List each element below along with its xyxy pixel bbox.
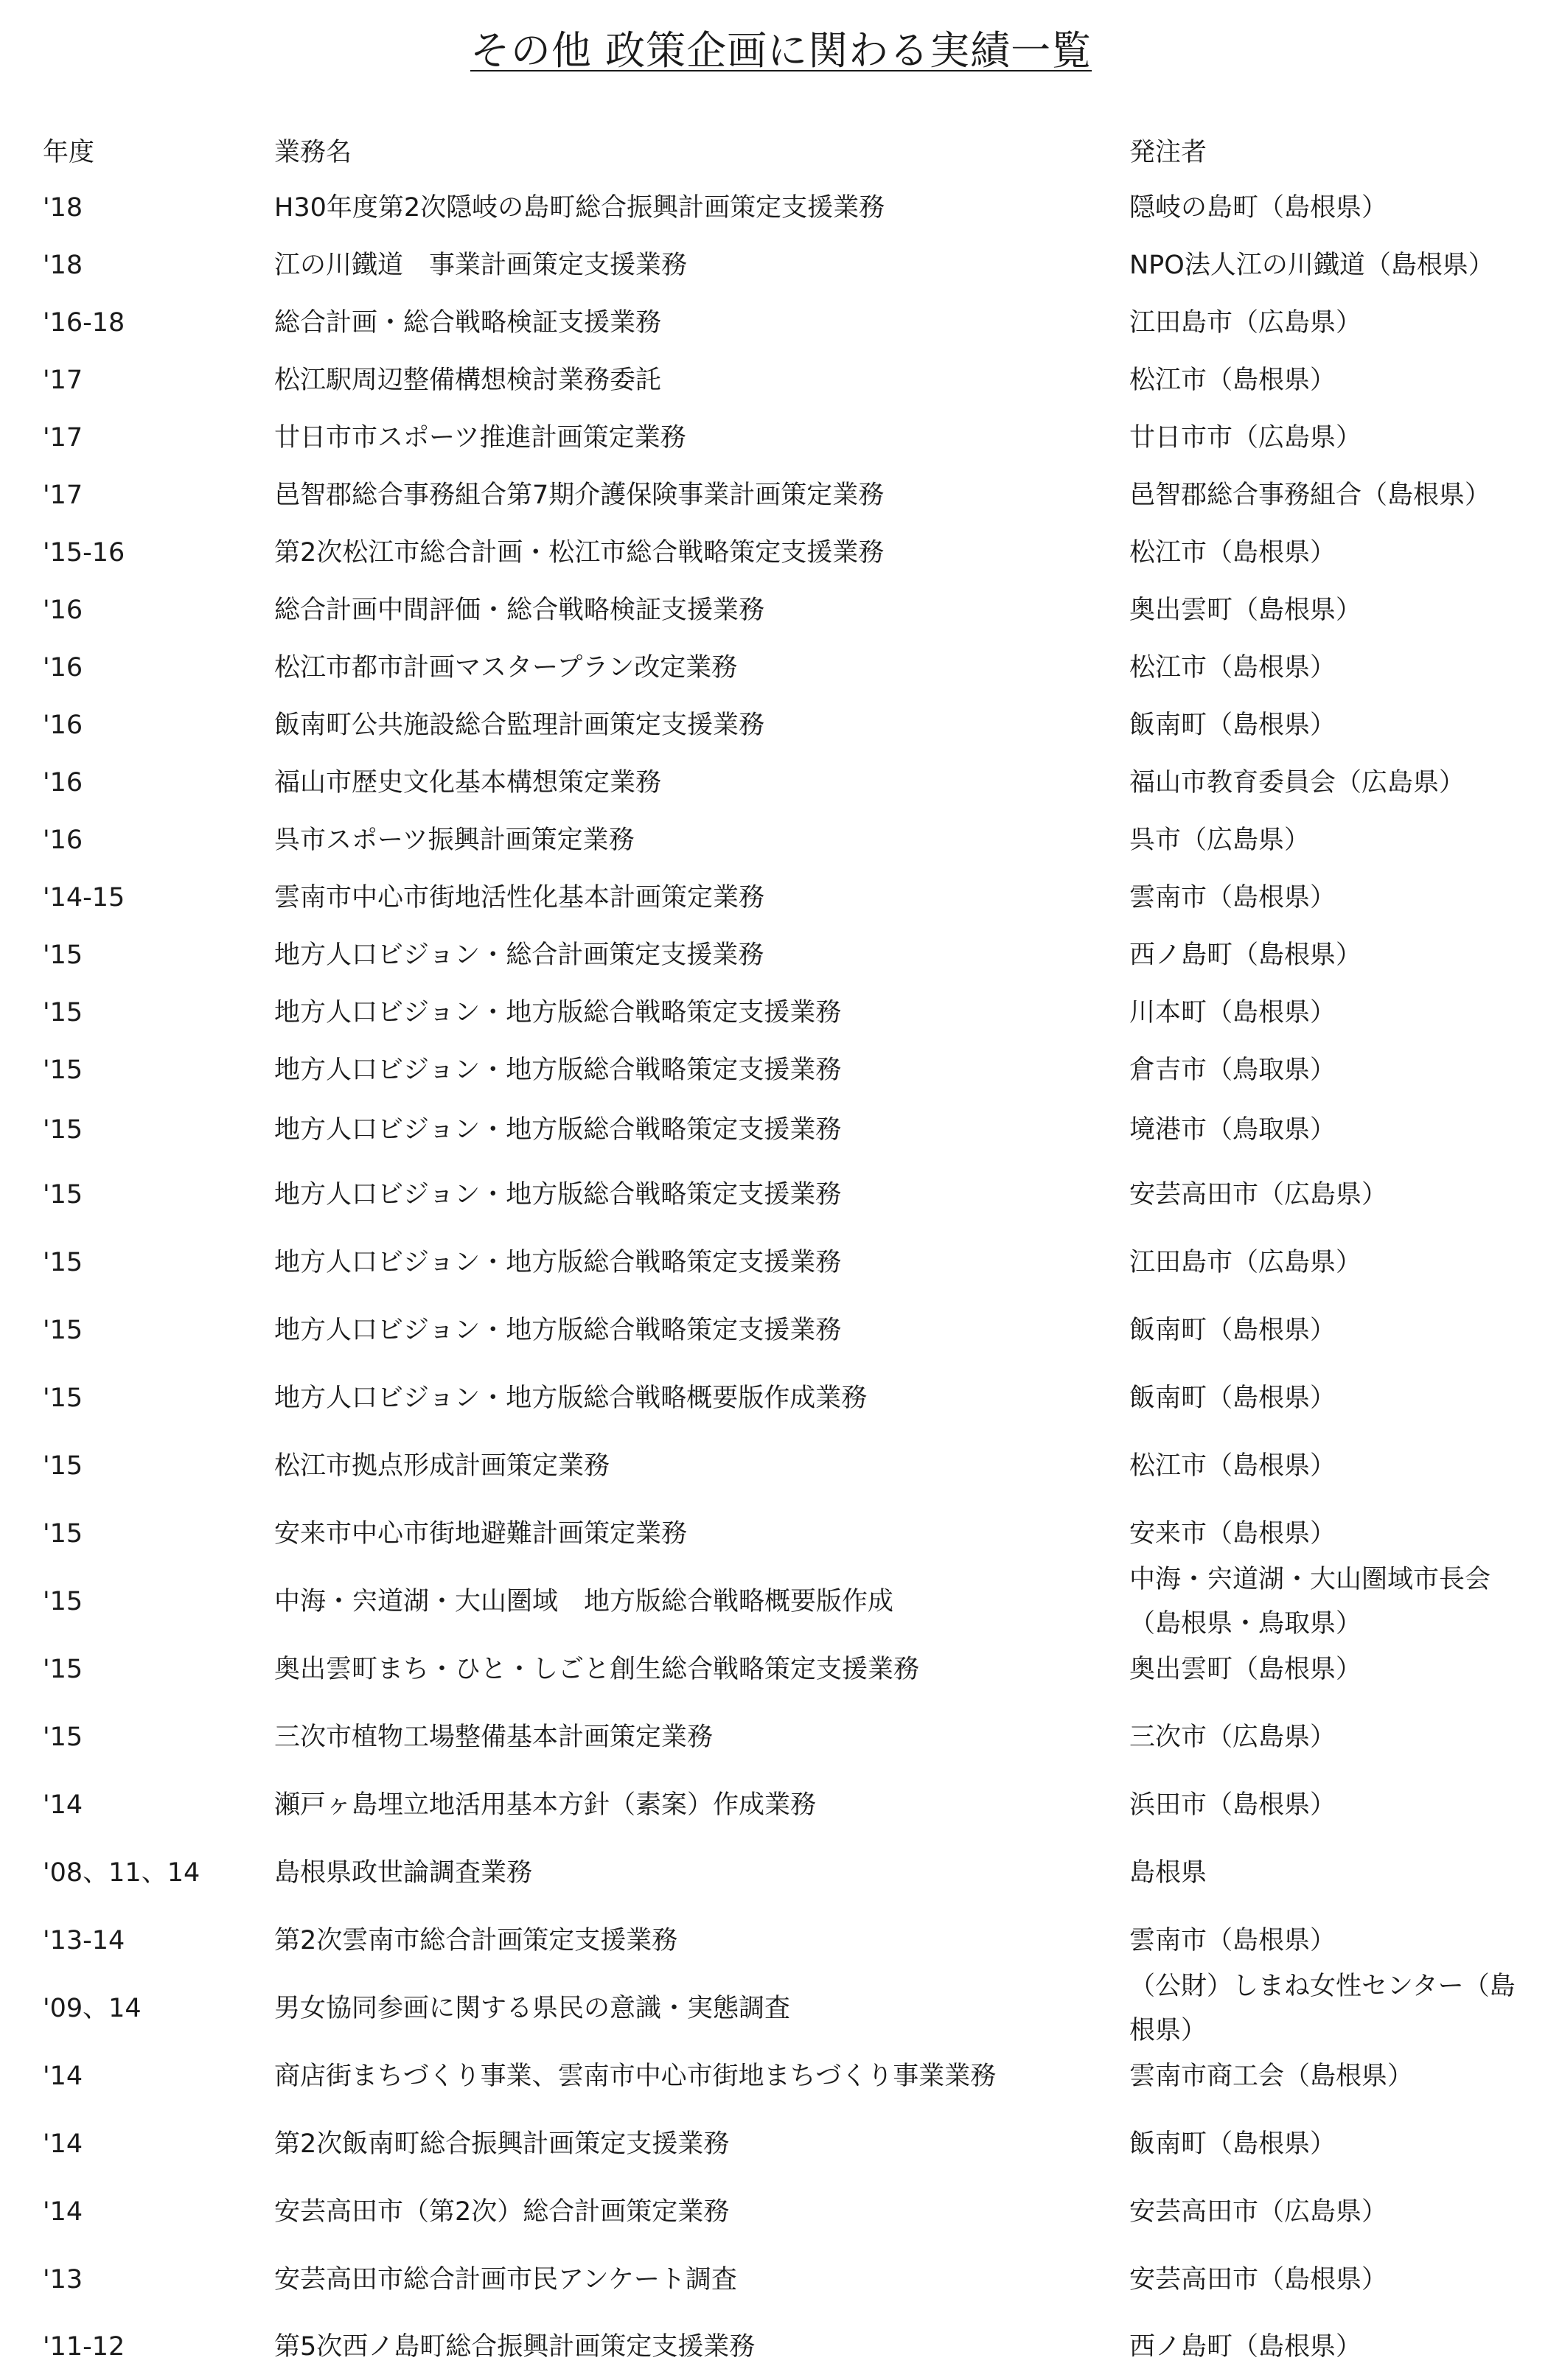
cell-client: 西ノ島町（島根県） [1129,941,1362,970]
cell-client [1129,1972,1524,2045]
cell-name: 商店街まちづくり事業、雲南市中心市街地まちづくり事業業務 [274,2062,997,2091]
cell-name: 総合計画中間評価・総合戦略検証支援業務 [274,596,765,625]
cell-client: 安芸高田市（島根県） [1129,2265,1388,2294]
cell-name: 地方人口ビジョン・地方版総合戦略策定支援業務 [274,998,842,1027]
cell-client: 西ノ島町（島根県） [1129,2332,1362,2362]
cell-name: 奥出雲町まち・ひと・しごと創生総合戦略策定支援業務 [274,1655,920,1684]
cell-year: '13-14 [43,1926,125,1955]
cell-client-line: 中海・宍道湖・大山圏域市長会 [1129,1565,1491,1594]
cell-name: 地方人口ビジョン・総合計画策定支援業務 [274,941,764,970]
cell-client: 松江市（島根県） [1129,366,1336,395]
cell-name: 呉市スポーツ振興計画策定業務 [274,826,635,855]
cell-name: 安来市中心市街地避難計画策定業務 [274,1519,688,1549]
cell-year: '15 [43,941,83,970]
cell-client: 江田島市（広島県） [1129,308,1362,338]
table-row [43,352,1524,409]
cell-name: 第2次雲南市総合計画策定支援業務 [274,1926,678,1955]
cell-name: 廿日市市スポーツ推進計画策定業務 [274,423,686,453]
cell-year: '16 [43,653,83,683]
table-row [43,1703,1524,1771]
cell-year: '18 [43,193,83,223]
cell-client: 川本町（島根県） [1129,998,1336,1027]
page-title-text: その他 政策企画に関わる実績一覧 [470,27,1092,74]
cell-year: '13 [43,2265,83,2294]
table-row [43,984,1524,1041]
cell-name: 第2次飯南町総合振興計画策定支援業務 [274,2129,730,2159]
header-year: 年度 [43,137,95,167]
table-row [43,1636,1524,1703]
cell-year: '14 [43,1790,83,1820]
table-header-row [43,125,1524,179]
cell-year: '17 [43,481,83,510]
table-row [43,1297,1524,1364]
cell-year: '17 [43,423,83,453]
cell-client: 飯南町（島根県） [1129,711,1336,740]
cell-name: 福山市歴史文化基本構想策定業務 [274,768,662,798]
cell-client: 倉吉市（鳥取県） [1129,1055,1336,1085]
cell-client: 安芸高田市（広島県） [1129,2197,1388,2227]
cell-name: 中海・宍道湖・大山圏域 地方版総合戦略概要版作成 [274,1587,894,1616]
cell-name: 島根県政世論調査業務 [274,1858,533,1888]
cell-year: '14 [43,2129,83,2159]
cell-client: 島根県 [1129,1858,1207,1888]
cell-name: 安芸高田市総合計画市民アンケート調査 [274,2265,737,2294]
cell-name: 男女協同参画に関する県民の意識・実態調査 [274,1994,791,2023]
cell-client: 飯南町（島根県） [1129,1383,1336,1413]
cell-client-lines [1129,1557,1490,1646]
cell-name: 邑智郡総合事務組合第7期介護保険事業計画策定業務 [274,481,885,510]
cell-client: 江田島市（広島県） [1129,1248,1362,1277]
cell-client: 呉市（広島県） [1129,826,1311,855]
table-row [43,2246,1524,2314]
cell-client: 松江市（島根県） [1129,1451,1336,1481]
cell-year: '14 [43,2062,83,2091]
cell-name: 第5次西ノ島町総合振興計画策定支援業務 [274,2332,756,2362]
cell-client: 安来市（島根県） [1129,1519,1336,1549]
cell-client: 雲南市商工会（島根県） [1129,2062,1414,2091]
header-client: 発注者 [1129,137,1207,167]
cell-year: '16 [43,768,83,798]
cell-year: '15 [43,1655,83,1684]
cell-name: 松江市都市計画マスタープラン改定業務 [274,653,738,683]
cell-year: '16 [43,711,83,740]
cell-year: '15 [43,1055,83,1085]
cell-client: 雲南市（島根県） [1129,1926,1336,1955]
cell-year: '16 [43,826,83,855]
cell-client-line: （公財）しまね女性センター（島 [1129,1972,1516,2001]
cell-name: 総合計画・総合戦略検証支援業務 [274,308,662,338]
cell-client: 松江市（島根県） [1129,653,1336,683]
table-row [43,1364,1524,1432]
table-row [43,754,1524,812]
table-row [43,1041,1524,1099]
cell-year: '15 [43,1587,83,1616]
cell-client: 雲南市（島根県） [1129,883,1336,912]
cell-client [1129,1565,1524,1639]
table-row [43,697,1524,754]
table-row [43,2178,1524,2246]
table-row [43,1565,1524,1639]
cell-year: '16-18 [43,308,125,338]
table-row [43,1432,1524,1500]
cell-year: '15-16 [43,538,125,568]
table-row [43,582,1524,639]
table-row [43,1771,1524,1839]
page-title [0,25,1562,77]
cell-year: '15 [43,1451,83,1481]
cell-client: 飯南町（島根県） [1129,1316,1336,1345]
table-row [43,2110,1524,2178]
cell-client-line: 根県） [1129,2016,1207,2045]
table-row [43,2314,1524,2380]
cell-name: 地方人口ビジョン・地方版総合戦略概要版作成業務 [274,1383,868,1413]
table-row [43,409,1524,467]
cell-client: 隠岐の島町（島根県） [1129,193,1388,223]
cell-name: 地方人口ビジョン・地方版総合戦略策定支援業務 [274,1055,842,1085]
cell-year: '15 [43,1519,83,1549]
cell-client: 奥出雲町（島根県） [1129,1655,1362,1684]
cell-name: 瀬戸ヶ島埋立地活用基本方針（素案）作成業務 [274,1790,817,1820]
cell-name: 江の川鐵道 事業計画策定支援業務 [274,251,688,280]
table-row [43,1161,1524,1229]
cell-client-line: （島根県・鳥取県） [1129,1609,1362,1639]
table-row [43,1099,1524,1161]
cell-client: 飯南町（島根県） [1129,2129,1336,2159]
cell-client: 廿日市市（広島県） [1129,423,1362,453]
cell-year: '14 [43,2197,83,2227]
table-row [43,812,1524,869]
cell-client: 三次市（広島県） [1129,1723,1336,1752]
cell-year: '15 [43,1115,83,1145]
cell-client-lines [1129,1964,1516,2053]
cell-name: 三次市植物工場整備基本計画策定業務 [274,1723,714,1752]
table-row [43,179,1524,237]
table-row [43,1972,1524,2045]
cell-client: 松江市（島根県） [1129,538,1336,568]
cell-year: '15 [43,1723,83,1752]
cell-client: NPO法人江の川鐵道（島根県） [1129,251,1494,280]
cell-name: 雲南市中心市街地活性化基本計画策定業務 [274,883,765,912]
cell-year: '17 [43,366,83,395]
table-row [43,869,1524,926]
cell-client: 境港市（鳥取県） [1129,1115,1336,1145]
records-table [43,125,1524,2380]
cell-year: '14-15 [43,883,125,912]
table-row [43,294,1524,352]
cell-client: 浜田市（島根県） [1129,1790,1336,1820]
cell-year: '15 [43,998,83,1027]
cell-name: H30年度第2次隠岐の島町総合振興計画策定支援業務 [274,193,885,223]
cell-year: '18 [43,251,83,280]
cell-year: '16 [43,596,83,625]
table-row [43,524,1524,582]
table-row [43,1839,1524,1907]
cell-client: 福山市教育委員会（広島県） [1129,768,1465,798]
cell-year: '11-12 [43,2332,125,2362]
table-row [43,467,1524,524]
cell-name: 第2次松江市総合計画・松江市総合戦略策定支援業務 [274,538,885,568]
cell-name: 松江市拠点形成計画策定業務 [274,1451,610,1481]
cell-name: 地方人口ビジョン・地方版総合戦略策定支援業務 [274,1248,842,1277]
cell-year: '09、14 [43,1994,142,2023]
cell-year: '15 [43,1248,83,1277]
cell-name: 松江駅周辺整備構想検討業務委託 [274,366,662,395]
table-row [43,926,1524,984]
cell-year: '15 [43,1316,83,1345]
table-row [43,237,1524,294]
table-row [43,1229,1524,1297]
table-row [43,639,1524,697]
cell-name: 地方人口ビジョン・地方版総合戦略策定支援業務 [274,1115,842,1145]
cell-year: '15 [43,1180,83,1210]
cell-name: 地方人口ビジョン・地方版総合戦略策定支援業務 [274,1316,842,1345]
cell-name: 地方人口ビジョン・地方版総合戦略策定支援業務 [274,1180,842,1210]
header-name: 業務名 [274,137,352,167]
table-row [43,2042,1524,2110]
cell-year: '08、11、14 [43,1858,201,1888]
cell-client: 奥出雲町（島根県） [1129,596,1362,625]
cell-client: 邑智郡総合事務組合（島根県） [1129,481,1491,510]
cell-year: '15 [43,1383,83,1413]
cell-name: 飯南町公共施設総合監理計画策定支援業務 [274,711,765,740]
cell-name: 安芸高田市（第2次）総合計画策定業務 [274,2197,730,2227]
cell-client: 安芸高田市（広島県） [1129,1180,1388,1210]
